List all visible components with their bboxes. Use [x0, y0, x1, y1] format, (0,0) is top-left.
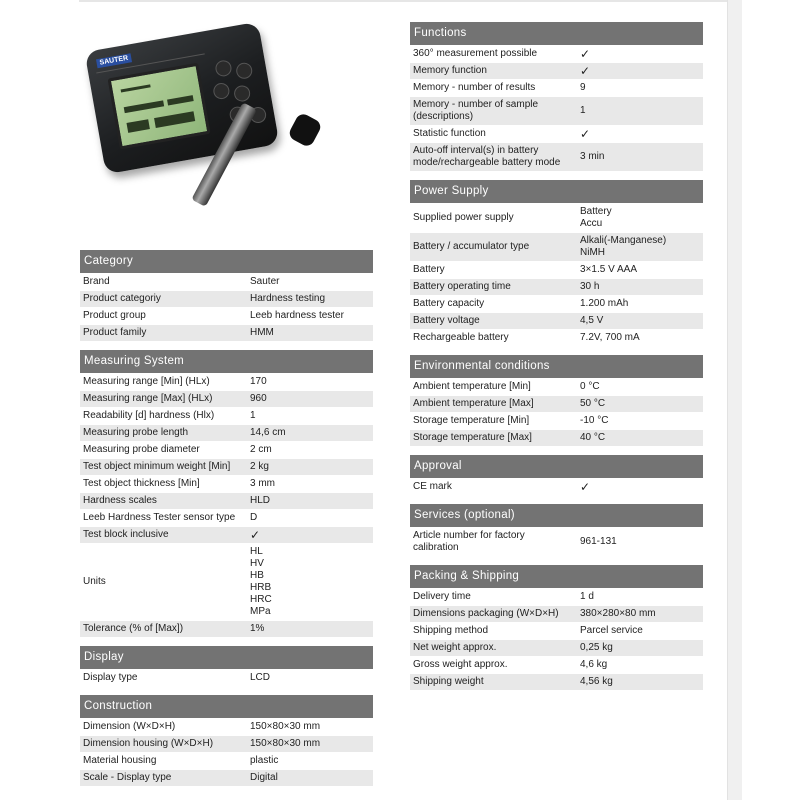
section-environmental-conditions	[410, 355, 703, 446]
spec-label: Units	[83, 576, 106, 587]
checkmark-icon: ✓	[250, 528, 261, 542]
section-title: Power Supply	[410, 180, 703, 203]
section-category	[80, 250, 373, 341]
spec-label: Memory function	[413, 65, 487, 76]
spec-row	[410, 313, 703, 329]
spec-value: HB	[250, 570, 264, 581]
spec-row	[80, 308, 373, 324]
spec-row	[410, 606, 703, 622]
spec-row	[410, 97, 703, 125]
spec-row	[80, 670, 373, 686]
spec-row	[80, 425, 373, 441]
spec-row	[80, 408, 373, 424]
spec-value: Hardness testing	[250, 293, 326, 304]
spec-value: NiMH	[580, 247, 605, 258]
section-title: Environmental conditions	[410, 355, 703, 378]
spec-row	[410, 413, 703, 429]
spec-label: Tolerance (% of [Max])	[83, 623, 184, 634]
section-packing-shipping	[410, 565, 703, 690]
spec-label: Display type	[83, 672, 138, 683]
spec-value: HMM	[250, 327, 274, 338]
spec-row	[80, 291, 373, 307]
spec-value: 2 cm	[250, 444, 272, 455]
spec-row	[80, 325, 373, 341]
spec-label: Net weight approx.	[413, 642, 497, 653]
spec-label: Scale - Display type	[83, 772, 172, 783]
spec-value: HRB	[250, 582, 272, 593]
spec-label: Supplied power supply	[413, 212, 514, 223]
spec-row	[410, 233, 703, 261]
spec-label: Measuring range [Max] (HLx)	[83, 393, 213, 404]
checkmark-icon: ✓	[580, 64, 591, 78]
spec-row	[410, 589, 703, 605]
section-approval	[410, 455, 703, 495]
spec-label: Statistic function	[413, 128, 486, 139]
spec-value: -10 °C	[580, 415, 609, 426]
spec-row	[80, 621, 373, 637]
spec-label: Memory - number of results	[413, 82, 536, 93]
spec-row	[80, 527, 373, 543]
spec-value: 150×80×30 mm	[250, 721, 321, 732]
section-power-supply	[410, 180, 703, 346]
section-services-optional	[410, 504, 703, 556]
spec-label: 360° measurement possible	[413, 48, 538, 59]
spec-label: Dimension housing (W×D×H)	[83, 738, 214, 749]
spec-label: Gross weight approx.	[413, 659, 508, 670]
spec-label: Test object thickness [Min]	[83, 478, 200, 489]
spec-row	[410, 204, 703, 232]
spec-row	[80, 510, 373, 526]
spec-row	[410, 674, 703, 690]
spec-value: 1.200 mAh	[580, 298, 629, 309]
spec-row	[410, 262, 703, 278]
spec-value: 961-131	[580, 536, 617, 547]
brand-logo: SAUTER	[96, 53, 132, 68]
spec-label: Measuring probe length	[83, 427, 189, 438]
spec-value: D	[250, 512, 258, 523]
spec-label: Memory - number of sample (descriptions)	[413, 99, 539, 122]
spec-label: Brand	[83, 276, 110, 287]
spec-row	[80, 719, 373, 735]
spec-value: 9	[580, 82, 586, 93]
spec-row	[410, 279, 703, 295]
spec-row	[80, 459, 373, 475]
spec-label: CE mark	[413, 481, 452, 492]
spec-value: Accu	[580, 218, 603, 229]
checkmark-icon: ✓	[580, 480, 591, 494]
spec-value: 1	[250, 410, 256, 421]
section-functions	[410, 22, 703, 171]
lcd-display	[108, 63, 211, 150]
spec-row	[80, 374, 373, 390]
top-divider	[79, 0, 727, 2]
checkmark-icon: ✓	[580, 127, 591, 141]
spec-value: HV	[250, 558, 264, 569]
spec-value: plastic	[250, 755, 279, 766]
spec-row	[80, 770, 373, 786]
spec-value: 40 °C	[580, 432, 606, 443]
spec-value: MPa	[250, 606, 271, 617]
spec-value-list	[246, 544, 373, 620]
spec-row	[410, 46, 703, 62]
checkmark-icon: ✓	[580, 47, 591, 61]
spec-value: 3 min	[580, 151, 605, 162]
spec-value: 30 h	[580, 281, 600, 292]
spec-row	[410, 296, 703, 312]
spec-label: Product group	[83, 310, 146, 321]
spec-label: Measuring range [Min] (HLx)	[83, 376, 210, 387]
spec-value: 14,6 cm	[250, 427, 286, 438]
spec-label: Battery voltage	[413, 315, 480, 326]
spec-label: Storage temperature [Max]	[413, 432, 532, 443]
spec-row	[410, 330, 703, 346]
spec-value: Alkali(-Manganese)	[580, 235, 667, 246]
spec-label: Ambient temperature [Max]	[413, 398, 534, 409]
section-title: Approval	[410, 455, 703, 478]
spec-label: Test block inclusive	[83, 529, 169, 540]
spec-value-list	[576, 233, 703, 261]
section-title: Services (optional)	[410, 504, 703, 527]
spec-value: LCD	[250, 672, 271, 683]
spec-label: Measuring probe diameter	[83, 444, 200, 455]
spec-value: Parcel service	[580, 625, 643, 636]
spec-label: Shipping weight	[413, 676, 484, 687]
spec-value: 4,5 V	[580, 315, 604, 326]
section-construction	[80, 695, 373, 786]
spec-row	[410, 479, 703, 495]
spec-value: HL	[250, 546, 263, 557]
spec-value: 1 d	[580, 591, 594, 602]
spec-label: Product family	[83, 327, 147, 338]
section-measuring-system	[80, 350, 373, 637]
spec-value: Sauter	[250, 276, 280, 287]
spec-value: 7.2V, 700 mA	[580, 332, 640, 343]
section-display	[80, 646, 373, 686]
spec-label: Test object minimum weight [Min]	[83, 461, 231, 472]
spec-label: Battery	[413, 264, 445, 275]
section-title: Category	[80, 250, 373, 273]
spec-value: 1%	[250, 623, 265, 634]
spec-label: Leeb Hardness Tester sensor type	[83, 512, 236, 523]
spec-row	[80, 493, 373, 509]
spec-label: Auto-off interval(s) in battery mode/rechargeable battery mode	[413, 145, 561, 168]
hardness-tester-device	[85, 22, 280, 175]
spec-column-left	[80, 250, 373, 795]
spec-value: 380×280×80 mm	[580, 608, 656, 619]
spec-value: 1	[580, 105, 586, 116]
spec-value: 4,6 kg	[580, 659, 608, 670]
spec-label: Battery / accumulator type	[413, 241, 530, 252]
spec-row	[410, 143, 703, 171]
spec-value: 50 °C	[580, 398, 606, 409]
spec-value: 4,56 kg	[580, 676, 613, 687]
spec-label: Rechargeable battery	[413, 332, 509, 343]
spec-label: Dimension (W×D×H)	[83, 721, 176, 732]
section-title: Measuring System	[80, 350, 373, 373]
spec-value: 3×1.5 V AAA	[580, 264, 637, 275]
spec-value: 3 mm	[250, 478, 275, 489]
spec-column-right	[410, 22, 703, 699]
spec-label: Battery capacity	[413, 298, 485, 309]
spec-value: Battery	[580, 206, 612, 217]
spec-row	[410, 63, 703, 79]
spec-value: 0 °C	[580, 381, 600, 392]
spec-value: 0,25 kg	[580, 642, 613, 653]
spec-value: 960	[250, 393, 267, 404]
spec-label: Delivery time	[413, 591, 471, 602]
spec-value: 2 kg	[250, 461, 269, 472]
spec-row	[80, 391, 373, 407]
spec-value: Leeb hardness tester	[250, 310, 344, 321]
spec-row	[80, 274, 373, 290]
section-title: Display	[80, 646, 373, 669]
probe-head	[287, 112, 323, 149]
spec-row	[410, 80, 703, 96]
spec-row	[80, 736, 373, 752]
spec-label: Hardness scales	[83, 495, 157, 506]
page-scrollbar[interactable]	[727, 0, 742, 800]
spec-value: HRC	[250, 594, 272, 605]
spec-value: HLD	[250, 495, 271, 506]
spec-row	[410, 430, 703, 446]
product-image	[92, 36, 332, 236]
spec-row	[410, 396, 703, 412]
spec-value: 150×80×30 mm	[250, 738, 321, 749]
spec-label: Ambient temperature [Min]	[413, 381, 531, 392]
spec-value-list	[576, 204, 703, 232]
spec-row	[80, 442, 373, 458]
spec-row	[410, 623, 703, 639]
spec-value: Digital	[250, 772, 278, 783]
spec-label: Article number for factory calibration	[413, 530, 525, 553]
spec-row	[410, 640, 703, 656]
spec-row	[80, 476, 373, 492]
spec-row	[410, 379, 703, 395]
spec-row	[80, 544, 373, 620]
section-title: Construction	[80, 695, 373, 718]
spec-label: Dimensions packaging (W×D×H)	[413, 608, 559, 619]
section-title: Packing & Shipping	[410, 565, 703, 588]
spec-label: Readability [d] hardness (Hlx)	[83, 410, 215, 421]
spec-value: 170	[250, 376, 267, 387]
spec-label: Battery operating time	[413, 281, 511, 292]
spec-row	[410, 657, 703, 673]
spec-label: Storage temperature [Min]	[413, 415, 530, 426]
spec-row	[410, 528, 703, 556]
spec-label: Product categoriy	[83, 293, 161, 304]
spec-label: Shipping method	[413, 625, 489, 636]
section-title: Functions	[410, 22, 703, 45]
spec-row	[80, 753, 373, 769]
spec-label: Material housing	[83, 755, 157, 766]
spec-row	[410, 126, 703, 142]
